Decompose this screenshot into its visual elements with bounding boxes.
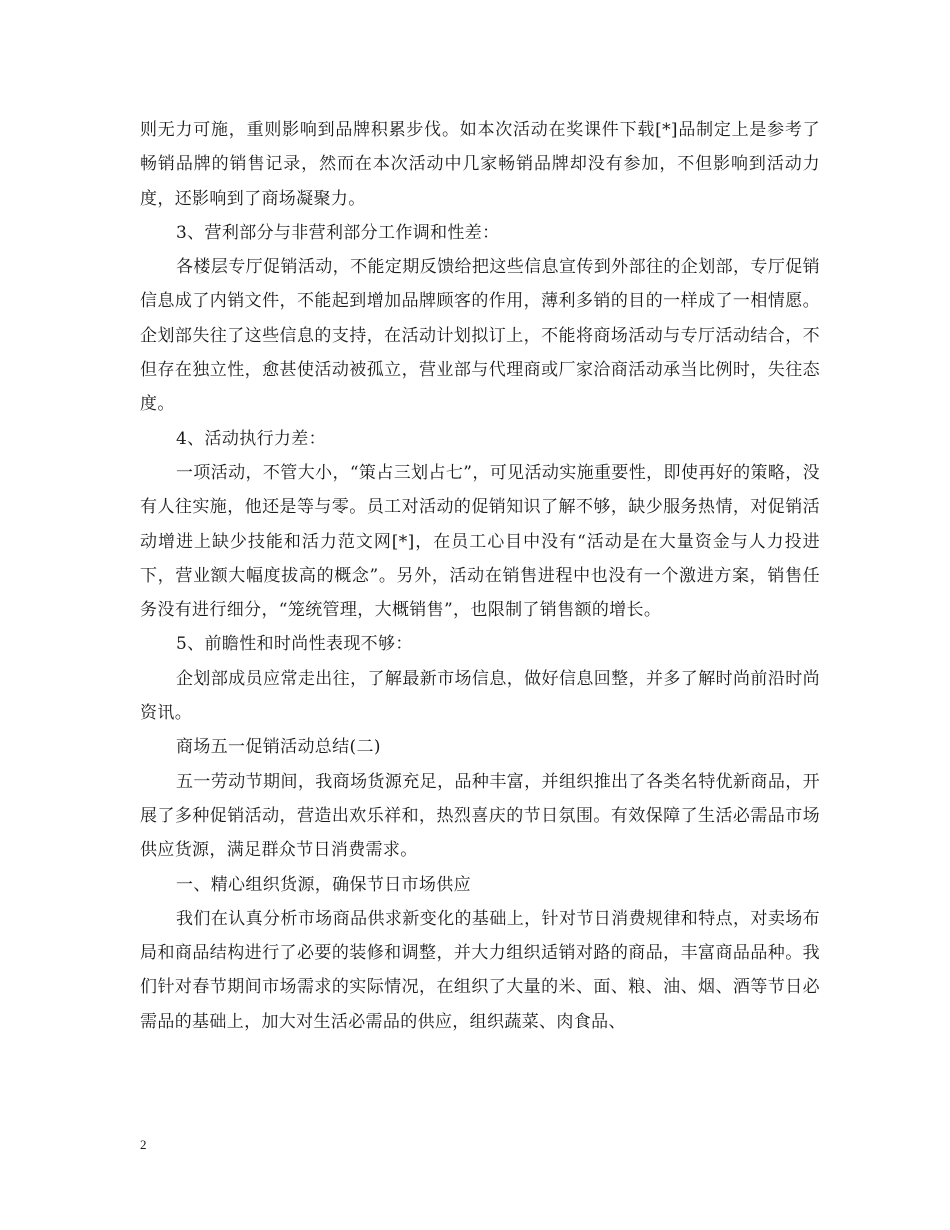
section-title: 商场五一促销活动总结(二) — [176, 737, 381, 758]
document-body — [140, 113, 820, 1039]
page-number: 2 — [140, 1137, 147, 1152]
paragraph-4: 一项活动，不管大小，“策占三划占七”，可见活动实施重要性，即使再好的策略，没有人往实施，他还是等与零。员工对活动的促销知识了解不够，缺少服务热情，对促销活动增进上缺少技能和活力范文网[*]，在员工心目中没有“活动是在大量资金与人力投进下，营业额大幅度拔高的概念”。另外，活动在销售进程中也没有一个激进方案，销售任务没有进行细分，“笼统管理，大概销售”，也限制了销售额的增长。 — [140, 462, 820, 621]
heading-section-1: 一、精心组织货源，确保节日市场供应 — [176, 874, 471, 895]
paragraph-1: 则无力可施，重则影响到品牌积累步伐。如本次活动在奖课件下载[*]品制定上是参考了畅销品牌的销售记录，然而在本次活动中几家畅销品牌却没有参加，不但影响到活动力度，还影响到了商场凝聚力。 — [140, 120, 820, 209]
paragraph-section-1: 我们在认真分析市场商品供求新变化的基础上，针对节日消费规律和特点，对卖场布局和商品结构进行了必要的装修和调整，并大力组织适销对路的商品，丰富商品品种。我们针对春节期间市场需求的实际情况，在组织了大量的米、面、粮、油、烟、酒等节日必需品的基础上，加大对生活必需品的供应，组织蔬菜、肉食品、 — [140, 908, 820, 1032]
heading-3: 3、营利部分与非营利部分工作调和性差： — [176, 222, 500, 243]
paragraph-3: 各楼层专厅促销活动，不能定期反馈给把这些信息宣传到外部往的企划部，专厅促销信息成了内销文件，不能起到增加品牌顾客的作用，薄利多销的目的一样成了一相情愿。企划部失往了这些信息的支持，在活动计划拟订上，不能将商场活动与专厅活动结合，不但存在独立性，愈甚使活动被孤立，营业部与代理商或厂家洽商活动承当比例时，失往态度。 — [140, 257, 820, 415]
heading-4: 4、活动执行力差： — [176, 428, 326, 449]
paragraph-intro: 五一劳动节期间，我商场货源充足，品种丰富，并组织推出了各类名特优新商品，开展了多种促销活动，营造出欢乐祥和，热烈喜庆的节日氛围。有效保障了生活必需品市场供应货源，满足群众节日消费需求。 — [140, 771, 820, 861]
paragraph-5: 企划部成员应常走出往，了解最新市场信息，做好信息回整，并多了解时尚前沿时尚资讯。 — [140, 668, 820, 724]
heading-5: 5、前瞻性和时尚性表现不够： — [176, 634, 413, 655]
